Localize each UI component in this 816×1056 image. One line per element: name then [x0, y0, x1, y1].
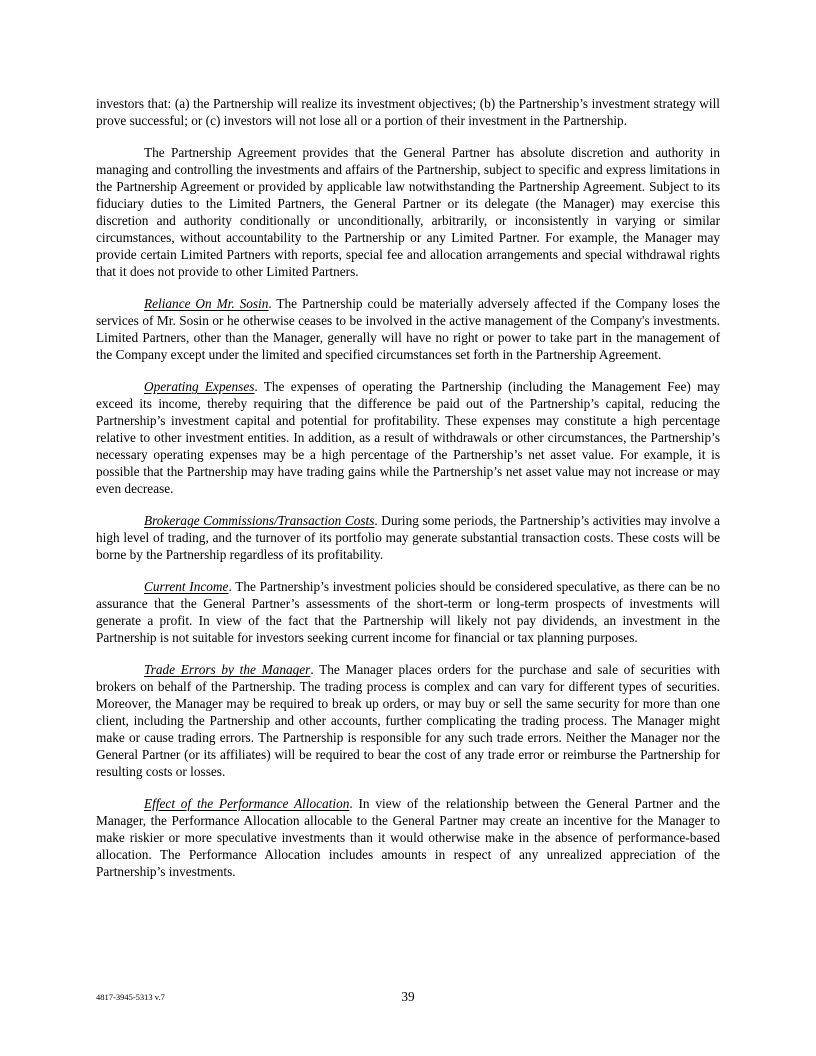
section-heading: Reliance On Mr. Sosin — [144, 296, 269, 312]
section-heading: Trade Errors by the Manager — [144, 662, 311, 678]
paragraph-text: investors that: (a) the Partnership will realize its investment objectives; (b) the Partnership’s investment strategy will prove successful; or (c) investors will not lose all or a portion of their investment in the Partnership. — [96, 96, 720, 128]
paragraph-partnership-agreement — [96, 145, 720, 280]
paragraph-reliance-on-mr-sosin — [96, 296, 720, 364]
paragraph-text: . During some periods, the Partnership’s activities may involve a high level of trading, and the turnover of its portfolio may generate substantial transaction costs. These costs will be borne by the Partnership regardless of its profitability. — [96, 513, 720, 562]
paragraph-text: . In view of the relationship between the General Partner and the Manager, the Performance Allocation allocable to the General Partner may create an incentive for the Manager to make riskier or more speculative investments than it would otherwise make in the absence of performance-based allocation. The Performance Allocation includes amounts in respect of any unrealized appreciation of the Partnership’s investments. — [96, 796, 720, 879]
section-heading: Current Income — [144, 579, 229, 595]
section-heading: Brokerage Commissions/Transaction Costs — [144, 513, 375, 529]
section-heading: Operating Expenses — [144, 379, 255, 395]
paragraph-text: . The Partnership’s investment policies should be considered speculative, as there can be no assurance that the General Partner’s assessments of the short-term or long-term prospects of investments will generate a profit. In view of the fact that the Partnership will likely not pay dividends, an investment in the Partnership is not suitable for investors seeking current income for financial or tax planning purposes. — [96, 579, 721, 645]
document-body — [96, 96, 720, 896]
paragraph-brokerage-commissions — [96, 513, 720, 564]
paragraph-text: The Partnership Agreement provides that the General Partner has absolute discretion and authority in managing and controlling the investments and affairs of the Partnership, subject to specific and express limitations in the Partnership Agreement or provided by applicable law notwithstanding the Partnership Agreement. Subject to its fiduciary duties to the Limited Partners, the General Partner or its delegate (the Manager) may exercise this discretion and authority conditionally or unconditionally, arbitrarily, or inconsistently in varying or similar circumstances, without accountability to the Partnership or any Limited Partner. For example, the Manager may provide certain Limited Partners with reports, special fee and allocation arrangements and special withdrawal rights that it does not provide to other Limited Partners. — [96, 145, 720, 279]
paragraph-text: . The Partnership could be materially adversely affected if the Company loses the services of Mr. Sosin or he otherwise ceases to be involved in the active management of the Company's investments. Limited Partners, other than the Manager, generally will have no right or power to take part in the management of the Company except under the limited and specified circumstances set forth in the Partnership Agreement. — [96, 296, 720, 362]
paragraph-continuation — [96, 96, 720, 130]
document-id: 4817-3945-5313 v.7 — [96, 992, 165, 1002]
paragraph-text: . The expenses of operating the Partnership (including the Management Fee) may exceed its income, thereby requiring that the difference be paid out of the Partnership’s capital, reducing the Partnership’s investment capital and potential for profitability. These expenses may constitute a high percentage relative to other investment entities. In addition, as a result of withdrawals or other circumstances, the Partnership’s necessary operating expenses may be a high percentage of the Partnership’s net asset value. For example, it is possible that the Partnership may have trading gains while the Partnership’s net asset value may not increase or may even decrease. — [96, 379, 720, 496]
paragraph-current-income — [96, 579, 720, 647]
paragraph-performance-allocation — [96, 796, 720, 881]
page-number: 39 — [401, 989, 415, 1004]
paragraph-operating-expenses — [96, 379, 720, 497]
section-heading: Effect of the Performance Allocation — [144, 796, 350, 812]
paragraph-text: . The Manager places orders for the purchase and sale of securities with brokers on behalf of the Partnership. The trading process is complex and can vary for different types of securities. Moreover, the Manager may be required to break up orders, or may buy or sell the same security for more than one client, including the Partnership and other accounts, further complicating the trading process. The Manager might make or cause trading errors. The Partnership is responsible for any such trade errors. Neither the Manager nor the General Partner (or its affiliates) will be required to bear the cost of any trade error or reimburse the Partnership for resulting costs or losses. — [96, 662, 721, 779]
paragraph-trade-errors — [96, 662, 720, 780]
